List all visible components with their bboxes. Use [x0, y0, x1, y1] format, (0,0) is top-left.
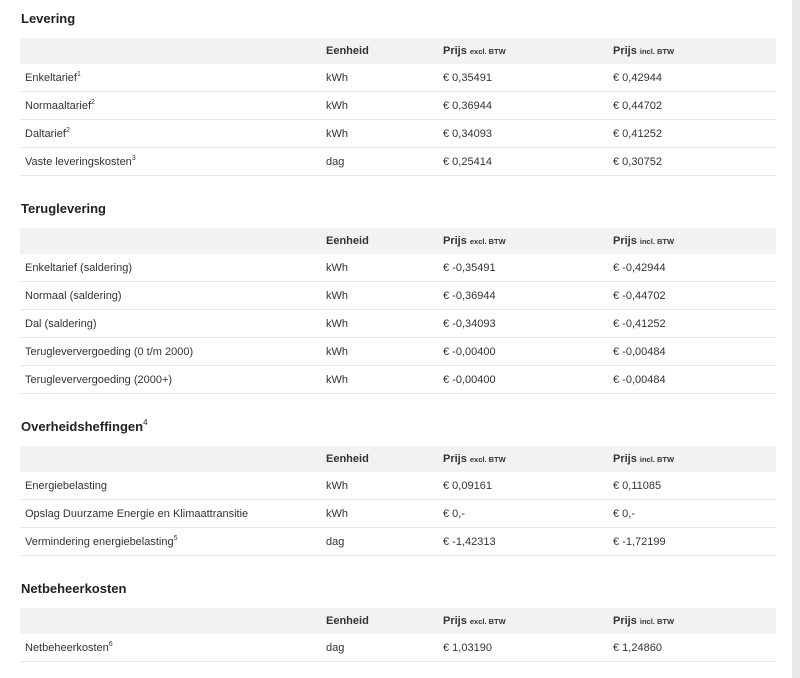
row-price-incl: € 0,44702	[613, 92, 776, 120]
row-price-incl: € 0,42944	[613, 64, 776, 92]
footnote-ref: 5	[173, 534, 178, 542]
header-price-incl: Prijs incl. BTW	[613, 235, 675, 247]
price-table	[20, 608, 776, 662]
section-levering	[20, 0, 776, 176]
row-label: Normaaltarief$^2$	[20, 92, 326, 120]
price-table	[20, 228, 776, 394]
row-label: Vermindering energiebelasting$^5$	[20, 528, 326, 556]
row-label: Dal (saldering)	[20, 310, 326, 338]
row-price-incl: € -0,00484	[613, 366, 776, 394]
table-row	[20, 64, 776, 92]
table-row	[20, 500, 776, 528]
row-price-incl: € 1,24860	[613, 634, 776, 662]
row-price-incl: € -0,41252	[613, 310, 776, 338]
table-header-row	[20, 446, 776, 472]
row-label: Enkeltarief$^1$	[20, 64, 326, 92]
header-price-incl: Prijs incl. BTW	[613, 615, 675, 627]
table-row	[20, 634, 776, 662]
header-price-incl: Prijs incl. BTW	[613, 453, 675, 465]
row-label: Terugleververgoeding (2000+)	[20, 366, 326, 394]
footnote-ref: 2	[91, 98, 95, 106]
row-price-excl: € -0,00400	[443, 338, 613, 366]
row-price-incl: € -0,44702	[613, 282, 776, 310]
row-unit: kWh	[326, 338, 443, 366]
table-row	[20, 528, 776, 556]
row-label: Daltarief$^2$	[20, 120, 326, 148]
header-label-col	[20, 228, 326, 254]
row-label: Energiebelasting	[20, 472, 326, 500]
table-row	[20, 120, 776, 148]
row-price-excl: € 1,03190	[443, 634, 613, 662]
table-row	[20, 366, 776, 394]
row-unit: kWh	[326, 500, 443, 528]
row-unit: kWh	[326, 366, 443, 394]
row-price-incl: € -0,42944	[613, 254, 776, 282]
row-label: Enkeltarief (saldering)	[20, 254, 326, 282]
table-row	[20, 472, 776, 500]
table-row	[20, 282, 776, 310]
header-label-col	[20, 446, 326, 472]
row-label: Opslag Duurzame Energie en Klimaattransitie	[20, 500, 326, 528]
tariff-tables	[20, 0, 776, 662]
row-price-excl: € -1,42313	[443, 528, 613, 556]
header-price-excl: Prijs excl. BTW	[443, 45, 506, 57]
row-price-incl: € 0,-	[613, 500, 776, 528]
header-price-excl: Prijs excl. BTW	[443, 615, 506, 627]
section-overheidsheffingen	[20, 408, 776, 556]
section-title: Overheidsheffingen$^4$	[21, 418, 148, 434]
section-netbeheerkosten	[20, 570, 776, 662]
footnote-ref: 2	[65, 126, 70, 134]
row-price-incl: € -1,72199	[613, 528, 776, 556]
row-unit: kWh	[326, 310, 443, 338]
table-row	[20, 254, 776, 282]
row-unit: dag	[326, 528, 443, 556]
row-price-excl: € 0,25414	[443, 148, 613, 176]
row-price-excl: € 0,36944	[443, 92, 613, 120]
row-unit: dag	[326, 634, 443, 662]
table-row	[20, 148, 776, 176]
row-unit: kWh	[326, 472, 443, 500]
row-label: Normaal (saldering)	[20, 282, 326, 310]
row-price-excl: € -0,36944	[443, 282, 613, 310]
row-label: Vaste leveringskosten$^3$	[20, 148, 326, 176]
row-unit: kWh	[326, 92, 443, 120]
header-label-col	[20, 38, 326, 64]
row-label: Terugleververgoeding (0 t/m 2000)	[20, 338, 326, 366]
row-unit: kWh	[326, 282, 443, 310]
header-unit: Eenheid	[326, 453, 369, 465]
header-unit: Eenheid	[326, 45, 369, 57]
table-header-row	[20, 38, 776, 64]
header-label-col	[20, 608, 326, 634]
section-teruglevering	[20, 190, 776, 394]
row-price-incl: € -0,00484	[613, 338, 776, 366]
table-header-row	[20, 228, 776, 254]
header-unit: Eenheid	[326, 235, 369, 247]
row-unit: kWh	[326, 120, 443, 148]
row-price-excl: € -0,00400	[443, 366, 613, 394]
row-price-excl: € 0,-	[443, 500, 613, 528]
footnote-ref: 1	[76, 70, 81, 78]
row-unit: kWh	[326, 64, 443, 92]
table-row	[20, 338, 776, 366]
header-unit: Eenheid	[326, 615, 369, 627]
footnote-ref: 6	[108, 640, 113, 648]
footnote-ref: 3	[131, 154, 136, 162]
row-price-incl: € 0,11085	[613, 472, 776, 500]
table-row	[20, 310, 776, 338]
section-title: Netbeheerkosten	[21, 581, 127, 596]
row-unit: kWh	[326, 254, 443, 282]
row-price-excl: € -0,34093	[443, 310, 613, 338]
price-table	[20, 38, 776, 176]
row-price-excl: € -0,35491	[443, 254, 613, 282]
header-price-excl: Prijs excl. BTW	[443, 235, 506, 247]
table-row	[20, 92, 776, 120]
row-unit: dag	[326, 148, 443, 176]
row-price-incl: € 0,30752	[613, 148, 776, 176]
row-label: Netbeheerkosten$^6$	[20, 634, 326, 662]
scrollbar-track[interactable]	[792, 0, 800, 678]
row-price-excl: € 0,34093	[443, 120, 613, 148]
row-price-incl: € 0,41252	[613, 120, 776, 148]
footnote-ref: 4	[143, 418, 148, 427]
section-title: Levering	[21, 11, 76, 26]
row-price-excl: € 0,35491	[443, 64, 613, 92]
price-table	[20, 446, 776, 556]
header-price-excl: Prijs excl. BTW	[443, 453, 506, 465]
row-price-excl: € 0,09161	[443, 472, 613, 500]
table-header-row	[20, 608, 776, 634]
header-price-incl: Prijs incl. BTW	[613, 45, 675, 57]
section-title: Teruglevering	[21, 201, 107, 216]
